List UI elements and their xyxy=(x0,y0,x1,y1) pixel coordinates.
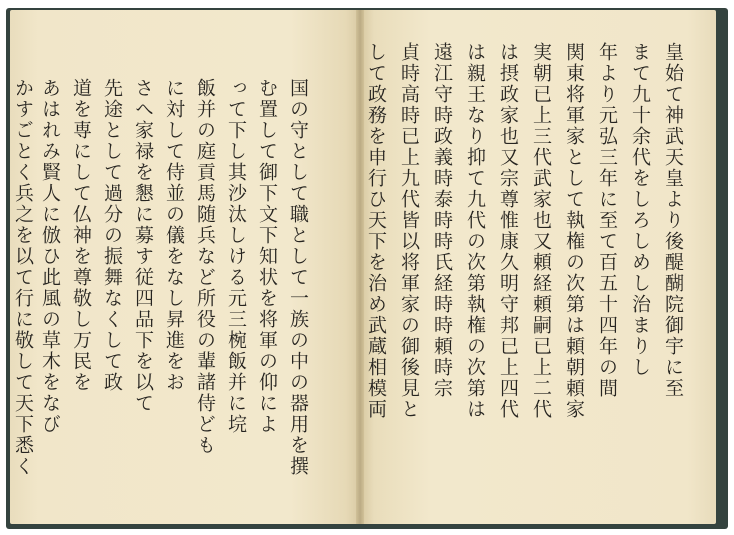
right-column-7: は親王なり抑て九代の次第執権の次第は xyxy=(464,42,486,420)
left-column-3: って下し其沙汰しける元三椀飯并に垸 xyxy=(225,78,247,435)
right-column-5: 実朝已上三代武家也又頼経頼嗣已上二代 xyxy=(530,42,552,420)
right-column-9: 貞時高時已上九代皆以将軍家の御後見と xyxy=(398,42,420,420)
right-column-3: 年より元弘三年に至て百五十四年の間 xyxy=(596,42,618,399)
right-column-1: 皇始て神武天皇より後醍醐院御宇に至 xyxy=(662,42,684,399)
left-column-9: あはれみ賢人に倣ひ此風の草木をなび xyxy=(39,78,61,435)
right-column-4: 関東将軍家として執権の次第は頼朝頼家 xyxy=(563,42,585,420)
right-column-6: は摂政家也又宗尊惟康久明守邦已上四代 xyxy=(497,42,519,420)
right-column-10: して政務を申行ひ天下を治め武蔵相模両 xyxy=(365,42,387,420)
left-column-10: かすごとく兵之を以て行に敬して天下悉く xyxy=(12,78,34,477)
left-column-4: 飯并の庭貢馬随兵など所役の輩諸侍ども xyxy=(194,78,216,456)
right-column-2: まて九十余代をしろしめし治まりし xyxy=(629,42,651,378)
left-column-2: む置して御下文下知状を将軍の仰によ xyxy=(256,78,278,435)
left-column-7: 先途として過分の振舞なくして政 xyxy=(101,78,123,393)
book-gutter xyxy=(356,10,364,524)
left-column-6: さへ家禄を懇に募す従四品下を以て xyxy=(132,78,154,414)
left-column-5: に対して侍並の儀をなし昇進をお xyxy=(163,78,185,393)
left-column-1: 国の守として職として一族の中の器用を撰 xyxy=(287,78,309,477)
left-column-8: 道を専にして仏神を尊敬し万民を xyxy=(70,78,92,393)
right-column-8: 遠江守時政義時泰時時氏経時時頼時宗 xyxy=(431,42,453,399)
